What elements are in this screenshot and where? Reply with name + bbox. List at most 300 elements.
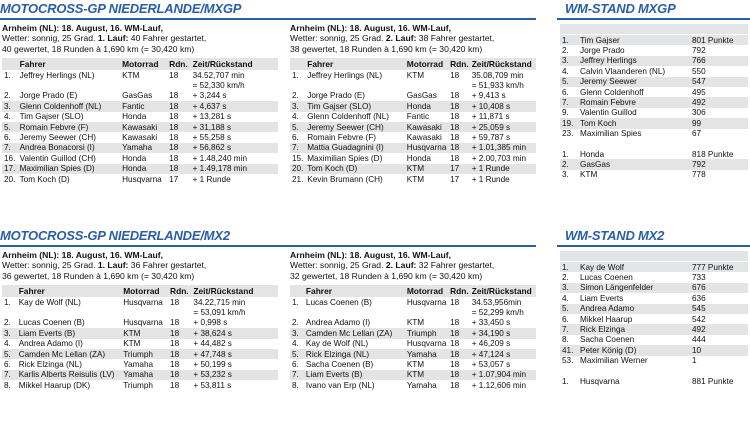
cell-time: + 2.00,703 min xyxy=(471,153,527,163)
standings-row xyxy=(560,304,748,314)
cell-name: Kay de Wolf xyxy=(578,262,690,272)
table-row xyxy=(290,164,536,174)
cell-laps: 18 xyxy=(169,91,179,101)
cell-name: Calvin Vlaanderen (NL) xyxy=(580,66,666,76)
cell-pos: 19. xyxy=(560,118,578,128)
cell-name: Liam Everts xyxy=(580,293,624,303)
cell-bike: Kawasaki xyxy=(120,122,167,132)
cell-pos: 2. xyxy=(4,318,11,328)
cell-pos: 3. xyxy=(2,328,17,338)
cell-pos: 4. xyxy=(4,339,11,349)
standings-row xyxy=(560,97,748,107)
cell-bike: Honda xyxy=(122,153,147,163)
header-laps: Rdn. xyxy=(168,285,191,297)
cell-pos: 7. xyxy=(290,370,304,380)
cell-bike: Husqvarna xyxy=(406,297,447,307)
cell-pos: 5. xyxy=(290,122,305,132)
ws-mxgp-header-bar xyxy=(560,24,748,34)
standings-row xyxy=(560,324,748,334)
cell-time: + 44,482 s xyxy=(193,339,232,349)
cell-laps: 18 xyxy=(448,122,470,132)
table-row xyxy=(290,174,536,184)
mx2-run1-info xyxy=(2,250,206,281)
cell-rider: Camden Mc Lellan (ZA) xyxy=(17,349,122,359)
cell-pos: 4. xyxy=(562,293,569,303)
cell-bike: Fantic xyxy=(120,101,167,111)
cell-laps: 18 xyxy=(448,143,470,153)
cell-speed: = 52,330 km/h xyxy=(192,81,245,91)
cell-laps: 17 xyxy=(169,174,179,184)
info-line3: 36 gewertet, 18 Runden à 1,690 km (= 30,420 km) xyxy=(2,270,195,281)
cell-laps: 18 xyxy=(167,164,190,174)
cell-name: Sacha Coenen xyxy=(580,335,635,345)
cell-points: 306 xyxy=(692,108,706,118)
cell-empty xyxy=(448,80,470,90)
cell-pos: 5. xyxy=(560,77,578,87)
header-bike: Motorrad xyxy=(405,285,448,297)
table-row xyxy=(2,318,278,328)
cell-speed: = 51,933 km/h xyxy=(471,81,524,91)
cell-pos: 6. xyxy=(4,360,11,370)
cell-laps: 18 xyxy=(168,328,191,338)
cell-name: Romain Febvre xyxy=(578,97,690,107)
cell-empty xyxy=(405,307,448,317)
table-row xyxy=(290,328,536,338)
cell-laps: 18 xyxy=(450,70,460,80)
cell-pos: 7. xyxy=(2,143,18,153)
cell-time: + 9,413 s xyxy=(471,91,506,101)
cell-name: Jeremy Seewer xyxy=(578,77,690,87)
cell-time: + 0,998 s xyxy=(193,318,228,328)
cell-laps: 18 xyxy=(170,297,180,307)
cell-rider: Mattia Guadagnini (I) xyxy=(305,143,405,153)
cell-bike: Husqvarna xyxy=(406,143,447,153)
cell-time: + 34,190 s xyxy=(470,328,536,338)
cell-bike: Honda xyxy=(122,112,147,122)
cell-time: + 53,057 s xyxy=(471,360,511,370)
cell-laps: 18 xyxy=(450,297,460,307)
cell-points: 444 xyxy=(692,335,706,345)
ws-mxgp-rule xyxy=(557,18,750,20)
cell-points: 547 xyxy=(690,77,748,87)
table-row xyxy=(290,91,536,101)
cell-time: + 47,124 s xyxy=(470,349,536,359)
cell-laps: 17 xyxy=(448,164,470,174)
cell-name: KTM xyxy=(580,170,598,180)
mxgp-title-rule xyxy=(0,18,536,20)
header-bike: Motorrad xyxy=(120,58,167,70)
table-row xyxy=(2,370,278,380)
header-rider: Fahrer xyxy=(17,285,122,297)
table-row xyxy=(290,359,536,369)
cell-time: + 47,748 s xyxy=(191,349,278,359)
cell-time: + 3,244 s xyxy=(192,91,227,101)
cell-pos: 15. xyxy=(292,153,304,163)
cell-bike: Kawasaki xyxy=(406,133,442,143)
table-header-row xyxy=(2,58,278,70)
cell-bike: Husqvarna xyxy=(123,318,163,328)
mx2-run1-table xyxy=(2,285,278,391)
table-row xyxy=(290,153,536,163)
cell-time: + 1.07,904 min xyxy=(470,370,536,380)
cell-rider: Kevin Brumann (CH) xyxy=(307,174,383,184)
table-row xyxy=(290,132,536,142)
cell-points: 636 xyxy=(692,293,706,303)
cell-laps: 18 xyxy=(448,349,470,359)
cell-time: + 53,232 s xyxy=(191,370,278,380)
cell-pos: 5. xyxy=(560,304,578,314)
cell-bike: Husqvarna xyxy=(122,174,162,184)
cell-bike: Honda xyxy=(120,164,167,174)
info-line3: 32 gewertet, 18 Runden à 1,690 km (= 30,420 km) xyxy=(290,270,483,281)
cell-points: 792 xyxy=(692,46,706,56)
cell-pos: 1. xyxy=(562,149,569,159)
cell-points: 550 xyxy=(692,66,706,76)
cell-laps: 18 xyxy=(170,339,180,349)
cell-pos: 2. xyxy=(560,159,578,169)
cell-rider: Rick Elzinga (NL) xyxy=(304,349,405,359)
standings-row xyxy=(560,262,748,272)
cell-points: 545 xyxy=(690,304,748,314)
cell-name: Jeffrey Herlings xyxy=(578,56,690,66)
cell-rider: Andrea Bonacorsi (I) xyxy=(18,143,121,153)
cell-bike: KTM xyxy=(406,70,425,80)
cell-pos: 5. xyxy=(2,349,17,359)
cell-time: 35.08,709 min xyxy=(471,70,524,80)
cell-laps: 18 xyxy=(170,360,180,370)
cell-empty xyxy=(120,80,167,90)
cell-laps: 18 xyxy=(450,91,460,101)
standings-row xyxy=(560,159,748,169)
mxgp-run2-table xyxy=(290,58,536,184)
cell-time: + 1.12,606 min xyxy=(471,380,527,390)
standings-row xyxy=(560,283,748,293)
cell-rider: Romain Febvre (F) xyxy=(307,133,376,143)
standings-row xyxy=(560,129,748,139)
cell-pos: 1. xyxy=(560,35,578,45)
table-row-speed xyxy=(290,307,536,317)
standings-row xyxy=(560,293,748,303)
cell-bike: Yamaha xyxy=(123,360,154,370)
cell-name: Husqvarna xyxy=(580,376,620,386)
standings-row xyxy=(560,66,748,76)
cell-time: + 1.48,240 min xyxy=(192,153,248,163)
cell-time: + 50,199 s xyxy=(193,360,232,370)
cell-laps: 18 xyxy=(450,153,460,163)
cell-empty xyxy=(305,80,405,90)
cell-rider: Romain Febvre (F) xyxy=(18,122,121,132)
standings-spacer xyxy=(560,139,748,149)
info-starters: 36 Fahrer gestartet, xyxy=(128,260,207,271)
cell-time: + 55,258 s xyxy=(192,133,232,143)
header-rider: Fahrer xyxy=(304,285,405,297)
cell-time: + 1 Runde xyxy=(192,174,231,184)
cell-empty xyxy=(17,307,122,317)
cell-pos: 9. xyxy=(562,108,569,118)
cell-time: + 1.49,178 min xyxy=(191,164,278,174)
cell-pos: 1. xyxy=(292,297,299,307)
cell-points: 99 xyxy=(690,118,748,128)
cell-time: + 38,624 s xyxy=(191,328,278,338)
cell-empty xyxy=(167,80,190,90)
header-pos xyxy=(290,285,304,297)
standings-row xyxy=(560,35,748,45)
table-row xyxy=(2,122,278,132)
cell-bike: KTM xyxy=(121,328,168,338)
cell-bike: Kawasaki xyxy=(405,122,448,132)
info-run: 1. Lauf: xyxy=(97,260,129,271)
info-weather: Wetter: sonnig, 25 Grad. xyxy=(290,33,386,44)
cell-name: Maximilian Spies xyxy=(580,129,642,139)
mx2-run2-table xyxy=(290,285,536,391)
cell-time: + 4,637 s xyxy=(191,101,278,111)
cell-empty xyxy=(2,307,17,317)
header-bike: Motorrad xyxy=(121,285,168,297)
cell-laps: 18 xyxy=(450,339,460,349)
cell-points: 777 Punkte xyxy=(690,262,748,272)
header-pos xyxy=(2,58,18,70)
cell-points: 792 xyxy=(690,159,748,169)
cell-bike: KTM xyxy=(405,370,448,380)
cell-rider: Jeremy Seewer (CH) xyxy=(305,122,405,132)
cell-bike: KTM xyxy=(406,318,425,328)
cell-rider: Glenn Coldenhoff (NL) xyxy=(18,101,121,111)
ws-mxgp-table xyxy=(560,35,748,180)
cell-rider: Valentin Guillod (CH) xyxy=(19,153,96,163)
header-rider: Fahrer xyxy=(18,58,121,70)
cell-name: Tom Koch xyxy=(578,118,690,128)
cell-laps: 18 xyxy=(170,380,180,390)
table-row xyxy=(290,70,536,80)
cell-rider: Andrea Adamo (I) xyxy=(305,318,371,328)
cell-points: 67 xyxy=(692,129,702,139)
cell-time: + 11,871 s xyxy=(471,112,510,122)
cell-pos: 2. xyxy=(562,273,569,283)
standings-row xyxy=(560,376,748,386)
cell-rider: Jorge Prado (E) xyxy=(307,91,366,101)
cell-bike: Yamaha xyxy=(406,380,437,390)
cell-rider: Ivano van Erp (NL) xyxy=(305,380,375,390)
info-run: 2. Lauf: xyxy=(385,260,417,271)
header-time: Zeit/Rückstand xyxy=(470,285,536,297)
cell-laps: 18 xyxy=(167,122,190,132)
cell-name: Tim Gajser xyxy=(578,35,690,45)
standings-row xyxy=(560,149,748,159)
mxgp-section-title: MOTOCROSS-GP NIEDERLANDE/MXGP xyxy=(0,1,242,16)
cell-laps: 18 xyxy=(167,143,190,153)
table-row xyxy=(2,328,278,338)
cell-time: + 13,281 s xyxy=(192,112,232,122)
table-row xyxy=(290,370,536,380)
table-row xyxy=(290,339,536,349)
cell-pos: 8. xyxy=(292,380,299,390)
cell-pos: 1. xyxy=(562,376,569,386)
cell-rider: Tom Koch (D) xyxy=(19,174,70,184)
info-line1: Arnheim (NL): 18. August, 16. WM-Lauf, xyxy=(2,250,164,260)
cell-rider: Tim Gajser (SLO) xyxy=(19,112,84,122)
cell-pos: 5. xyxy=(2,122,18,132)
cell-empty xyxy=(448,307,470,317)
ws-mx2-header-bar xyxy=(560,251,748,261)
cell-bike: KTM xyxy=(406,360,425,370)
table-row xyxy=(290,143,536,153)
cell-rider: Tom Koch (D) xyxy=(305,164,405,174)
cell-name: GasGas xyxy=(578,159,690,169)
info-line1: Arnheim (NL): 18. August, 16. WM-Lauf, xyxy=(2,23,164,33)
table-row xyxy=(290,349,536,359)
cell-laps: 18 xyxy=(448,101,470,111)
cell-pos: 1. xyxy=(4,70,11,80)
cell-empty xyxy=(121,307,168,317)
cell-pos: 2. xyxy=(562,46,569,56)
cell-rider: Kay de Wolf (NL) xyxy=(305,339,369,349)
cell-laps: 18 xyxy=(448,370,470,380)
cell-name: Simon Längenfelder xyxy=(578,283,690,293)
cell-points: 492 xyxy=(690,97,748,107)
cell-bike: KTM xyxy=(122,70,140,80)
cell-points: 766 xyxy=(690,56,748,66)
cell-bike: KTM xyxy=(123,339,141,349)
standings-spacer xyxy=(560,366,748,376)
table-row xyxy=(2,112,278,122)
cell-time: + 1.01,385 min xyxy=(470,143,536,153)
mxgp-run1-table xyxy=(2,58,278,184)
cell-time: 34.53,956min xyxy=(471,297,522,307)
cell-time: 34.52,707 min xyxy=(192,70,245,80)
cell-rider: Maximilian Spies (D) xyxy=(307,153,383,163)
header-rider: Fahrer xyxy=(305,58,405,70)
cell-time: + 33,450 s xyxy=(471,318,511,328)
cell-points: 495 xyxy=(692,87,706,97)
spacer-cell xyxy=(560,139,578,149)
cell-pos: 8. xyxy=(4,380,11,390)
cell-rider: Karlis Alberts Reisulis (LV) xyxy=(17,370,122,380)
cell-pos: 41. xyxy=(560,345,578,355)
info-weather: Wetter: sonnig, 25 Grad. xyxy=(2,260,98,271)
header-bike: Motorrad xyxy=(405,58,448,70)
cell-laps: 18 xyxy=(170,318,180,328)
ws-mxgp-title: WM-STAND MXGP xyxy=(565,1,676,16)
cell-time: + 56,862 s xyxy=(191,143,278,153)
cell-bike: KTM xyxy=(406,174,425,184)
cell-points: 801 Punkte xyxy=(690,35,748,45)
header-pos xyxy=(290,58,305,70)
cell-rider: Glenn Coldenhoff (NL) xyxy=(307,112,390,122)
cell-name: Valentin Guillod xyxy=(580,108,637,118)
cell-pos: 1. xyxy=(292,70,299,80)
cell-rider: Liam Everts (B) xyxy=(17,328,122,338)
cell-name: Glenn Coldenhoff xyxy=(580,87,644,97)
cell-pos: 3. xyxy=(562,170,569,180)
cell-name: Rick Elzinga xyxy=(578,324,690,334)
table-header-row xyxy=(290,58,536,70)
info-line1: Arnheim (NL): 18. August, 16. WM-Lauf, xyxy=(290,23,452,33)
header-laps: Rdn. xyxy=(167,58,190,70)
cell-empty xyxy=(405,80,448,90)
cell-points: 676 xyxy=(690,283,748,293)
cell-laps: 18 xyxy=(450,112,460,122)
cell-pos: 6. xyxy=(292,133,299,143)
mxgp-run2-info xyxy=(290,23,494,54)
spacer-cell xyxy=(560,366,578,376)
cell-laps: 18 xyxy=(450,360,460,370)
table-header-row xyxy=(2,285,278,297)
cell-points: 733 xyxy=(692,273,706,283)
cell-pos: 7. xyxy=(560,97,578,107)
cell-rider: Jeffrey Herlings (NL) xyxy=(19,70,95,80)
table-row xyxy=(2,101,278,111)
cell-empty xyxy=(168,307,191,317)
header-time: Zeit/Rückstand xyxy=(191,285,278,297)
cell-bike: KTM xyxy=(405,164,448,174)
header-pos xyxy=(2,285,17,297)
cell-name: Lucas Coenen xyxy=(580,273,633,283)
cell-laps: 18 xyxy=(450,380,460,390)
cell-bike: Triumph xyxy=(123,380,153,390)
cell-pos: 7. xyxy=(2,370,17,380)
info-weather: Wetter: sonnig, 25 Grad. xyxy=(290,260,386,271)
cell-rider: Camden Mc Lellan (ZA) xyxy=(304,328,405,338)
standings-row xyxy=(560,356,748,366)
cell-time: + 31,188 s xyxy=(191,122,278,132)
table-row xyxy=(2,380,278,390)
cell-points: 1 xyxy=(692,356,697,366)
info-run: 1. Lauf: xyxy=(97,33,129,44)
mx2-run2-info xyxy=(290,250,494,281)
cell-rider: Lucas Coenen (B) xyxy=(18,318,85,328)
cell-points: 778 xyxy=(692,170,706,180)
cell-time: + 1 Runde xyxy=(470,164,536,174)
table-row xyxy=(290,122,536,132)
cell-bike: Yamaha xyxy=(405,349,448,359)
cell-bike: Husqvarna xyxy=(406,339,447,349)
cell-pos: 8. xyxy=(562,335,569,345)
header-time: Zeit/Rückstand xyxy=(470,58,536,70)
cell-laps: 18 xyxy=(450,318,460,328)
cell-bike: Yamaha xyxy=(121,370,168,380)
table-row xyxy=(290,318,536,328)
cell-pos: 53. xyxy=(562,356,574,366)
cell-rider: Rick Elzinga (NL) xyxy=(18,360,82,370)
cell-bike: Fantic xyxy=(406,112,430,122)
standings-row xyxy=(560,335,748,345)
cell-bike: Yamaha xyxy=(120,143,167,153)
standings-row xyxy=(560,56,748,66)
table-row xyxy=(2,70,278,80)
cell-pos: 2. xyxy=(4,91,11,101)
cell-bike: Triumph xyxy=(121,349,168,359)
cell-pos: 2. xyxy=(292,318,299,328)
cell-time: + 53,811 s xyxy=(193,380,232,390)
cell-bike: GasGas xyxy=(406,91,437,101)
cell-pos: 3. xyxy=(290,328,304,338)
cell-pos: 6. xyxy=(292,360,299,370)
cell-rider: Mikkel Haarup (DK) xyxy=(18,380,91,390)
cell-name: Maximilian Werner xyxy=(580,356,648,366)
mxgp-run1-info xyxy=(2,23,206,54)
table-header-row xyxy=(290,285,536,297)
info-line3: 38 gewertet, 18 Runden à 1,690 km (= 30,420 km) xyxy=(290,43,483,54)
cell-laps: 18 xyxy=(169,153,179,163)
table-row xyxy=(290,380,536,390)
table-row-speed xyxy=(290,80,536,90)
cell-bike: Honda xyxy=(406,153,431,163)
table-row-speed xyxy=(2,80,278,90)
cell-pos: 1. xyxy=(560,262,578,272)
cell-empty xyxy=(2,80,18,90)
cell-pos: 16. xyxy=(4,153,16,163)
cell-laps: 18 xyxy=(448,328,470,338)
